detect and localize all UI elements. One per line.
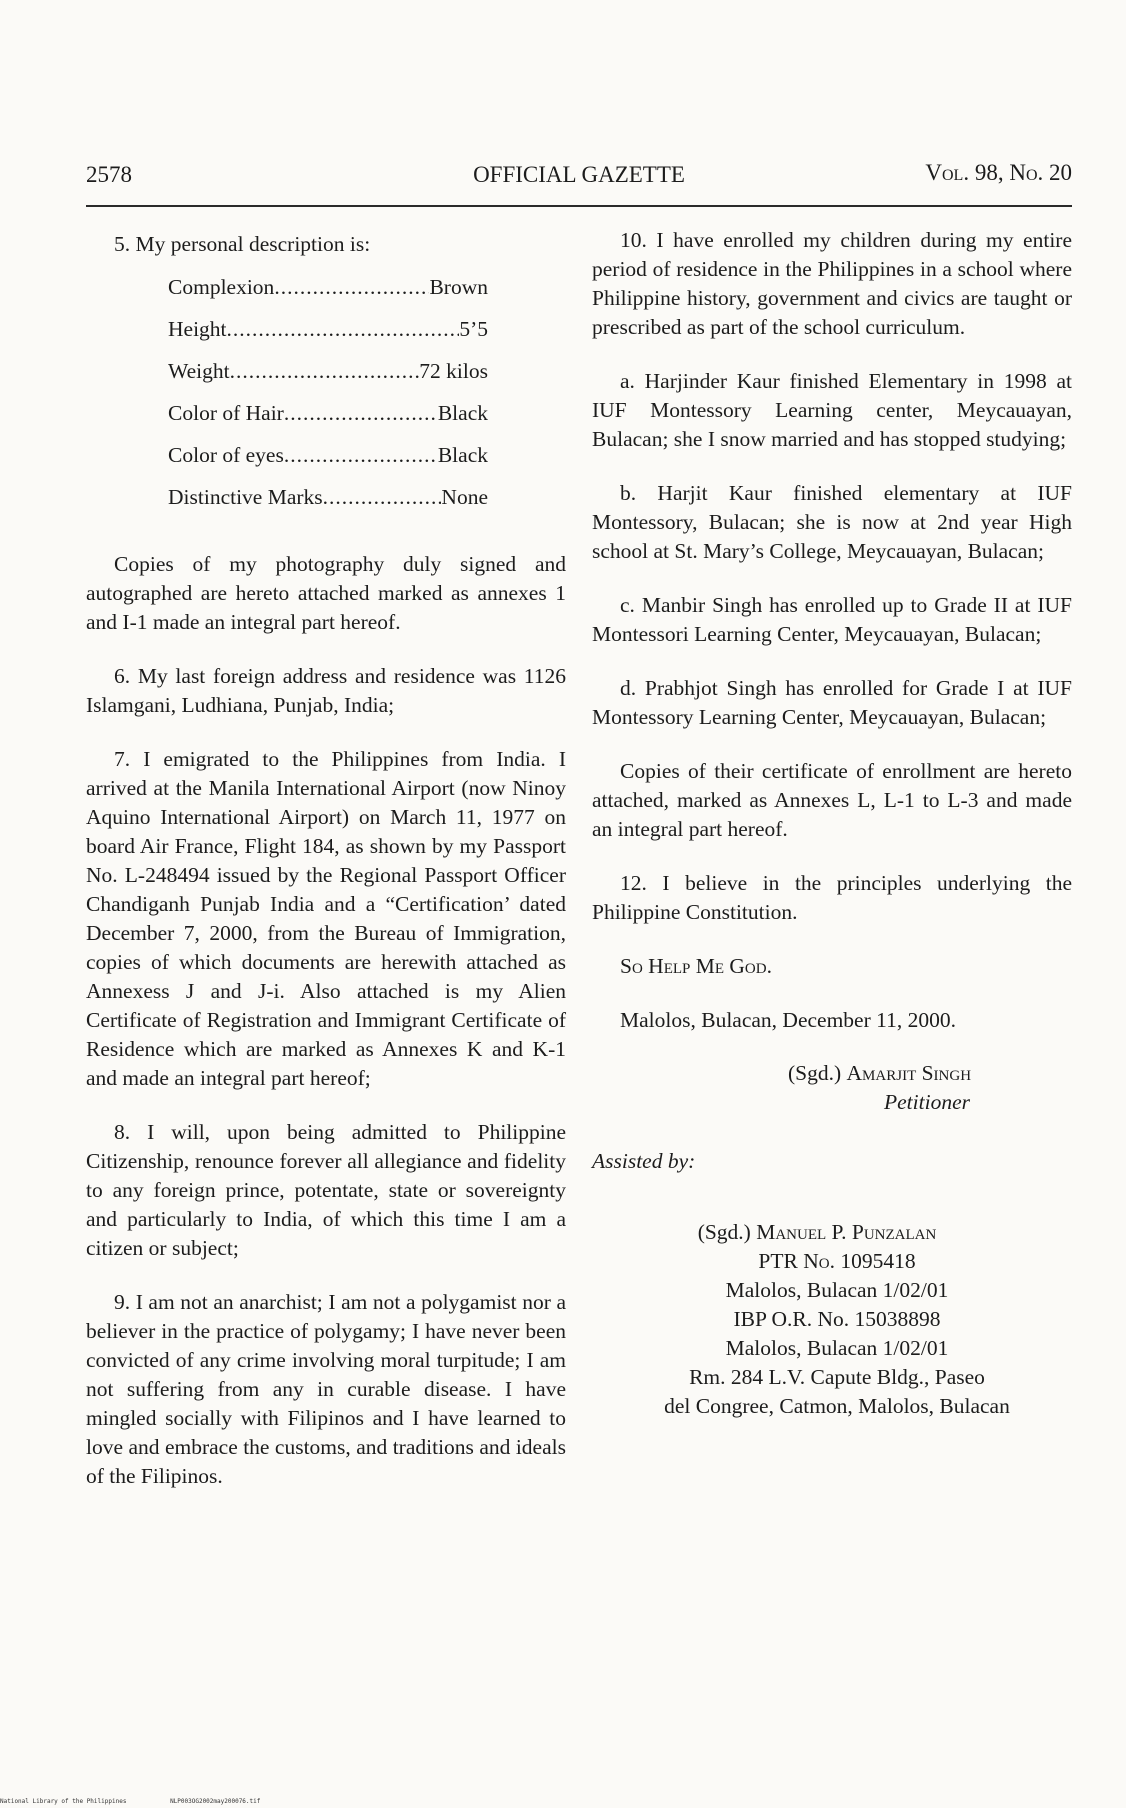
photos-paragraph: Copies of my photography duly signed and autographed are hereto attached marked as annexes 1 and I-1 made an integral part hereof. <box>86 552 566 634</box>
item-10d: d. Prabhjot Singh has enrolled for Grade I at IUF Montessory Learning Center, Meycauayan, Bulacan; <box>592 676 1072 729</box>
leader-dots <box>230 357 420 386</box>
counsel-line: Rm. 284 L.V. Capute Bldg., Paseo <box>689 1365 985 1389</box>
leader-dots <box>323 483 442 512</box>
assisted-by: Assisted by: <box>592 1149 696 1173</box>
petitioner-sgd: (Sgd.) <box>788 1061 842 1085</box>
publication-title: OFFICIAL GAZETTE <box>473 162 685 187</box>
description-value: Brown <box>429 275 488 299</box>
item-10b: b. Harjit Kaur finished elementary at IUF Montessory, Bulacan; she is now at 2nd year High school at St. Mary’s College, Meycauayan, Bulacan; <box>592 481 1072 563</box>
counsel-block <box>592 1218 1082 1421</box>
item-8: 8. I will, upon being admitted to Philippine Citizenship, renounce forever all allegiance and fidelity to any foreign prince, potentate, state or sovereignty and particularly to India, of which this time I am a citizen or subject; <box>86 1120 566 1260</box>
oath-line: So Help Me God. <box>620 954 772 978</box>
description-value: Black <box>437 443 488 467</box>
leader-dots <box>274 273 429 302</box>
item-9: 9. I am not an anarchist; I am not a polygamist nor a believer in the practice of polygamy; I have never been convicted of any crime involving moral turpitude; I am not suffering from any in curable disease. I have mingled socially with Filipinos and I have learned to love and embrace the customs, and traditions and ideals of the Filipinos. <box>86 1290 566 1488</box>
description-label: Complexion <box>168 275 275 299</box>
leader-dots <box>284 441 438 470</box>
description-row <box>168 483 488 525</box>
description-row <box>168 315 488 357</box>
counsel-line: PTR No. 1095418 <box>758 1249 916 1273</box>
leader-dots <box>227 315 460 344</box>
left-column <box>86 230 566 1491</box>
file-name: NLP003OG2002may200076.tif <box>170 1798 261 1805</box>
description-value: None <box>441 485 488 509</box>
description-label: Distinctive Marks <box>168 485 323 509</box>
volume-info: Vol. 98, No. 20 <box>925 160 1072 185</box>
description-row <box>168 399 488 441</box>
header-rule <box>86 205 1072 207</box>
description-row <box>168 357 488 399</box>
page-header <box>86 160 1072 196</box>
leader-dots <box>284 399 438 428</box>
item-10a: a. Harjinder Kaur finished Elementary in 1998 at IUF Montessory Learning center, Meycauayan, Bulacan; she I snow married and has stopped studying; <box>592 369 1072 451</box>
description-value: 72 kilos <box>419 359 488 383</box>
counsel-sgd: (Sgd.) <box>697 1220 751 1244</box>
description-row <box>168 273 488 315</box>
counsel-line: Malolos, Bulacan 1/02/01 <box>725 1336 949 1360</box>
item-12: 12. I believe in the principles underlying the Philippine Constitution. <box>592 871 1072 924</box>
description-value: Black <box>437 401 488 425</box>
item-5-intro: 5. My personal description is: <box>114 232 371 256</box>
description-label: Color of Hair <box>168 401 284 425</box>
item-7: 7. I emigrated to the Philippines from India. I arrived at the Manila International Airport (now Ninoy Aquino International Airport) on March 11, 1977 on board Air France, Flight 184, as shown by my Passport No. L-248494 issued by the Regional Passport Officer Chandiganh Punjab India and a “Certification’ dated December 7, 2000, from the Bureau of Immigration, copies of which documents are herewith attached as Annexess J and J-i. Also attached is my Alien Certificate of Registration and Immigrant Certificate of Residence which are marked as Annexes K and K-1 and made an integral part hereof; <box>86 747 566 1090</box>
library-credit: National Library of the Philippines <box>0 1798 127 1805</box>
personal-description-list <box>168 273 488 525</box>
description-label: Color of eyes <box>168 443 284 467</box>
item-6: 6. My last foreign address and residence was 1126 Islamgani, Ludhiana, Punjab, India; <box>86 664 566 717</box>
enrollment-paragraph: Copies of their certificate of enrollment are hereto attached, marked as Annexes L, L-1 to L-3 and made an integral part hereof. <box>592 759 1072 841</box>
description-label: Weight <box>168 359 230 383</box>
counsel-line: del Congree, Catmon, Malolos, Bulacan <box>664 1394 1010 1418</box>
item-10c: c. Manbir Singh has enrolled up to Grade II at IUF Montessori Learning Center, Meycauayan, Bulacan; <box>592 593 1072 646</box>
counsel-name: Manuel P. Punzalan <box>756 1220 937 1244</box>
counsel-line: IBP O.R. No. 15038898 <box>733 1307 941 1331</box>
description-label: Height <box>168 317 227 341</box>
scan-footer <box>0 1798 300 1805</box>
description-row <box>168 441 488 483</box>
place-date: Malolos, Bulacan, December 11, 2000. <box>620 1008 956 1032</box>
page-number: 2578 <box>86 162 132 187</box>
right-column <box>592 226 1072 1421</box>
item-10: 10. I have enrolled my children during my entire period of residence in the Philippines in a school where Philippine history, government and civics are taught or prescribed as part of the school curriculum. <box>592 228 1072 339</box>
petitioner-role: Petitioner <box>884 1090 970 1114</box>
petitioner-name: Amarjit Singh <box>846 1061 972 1085</box>
description-value: 5’5 <box>459 317 488 341</box>
counsel-line: Malolos, Bulacan 1/02/01 <box>725 1278 949 1302</box>
counsel-signature-line <box>592 1218 1082 1247</box>
petitioner-signature <box>788 1059 1088 1117</box>
